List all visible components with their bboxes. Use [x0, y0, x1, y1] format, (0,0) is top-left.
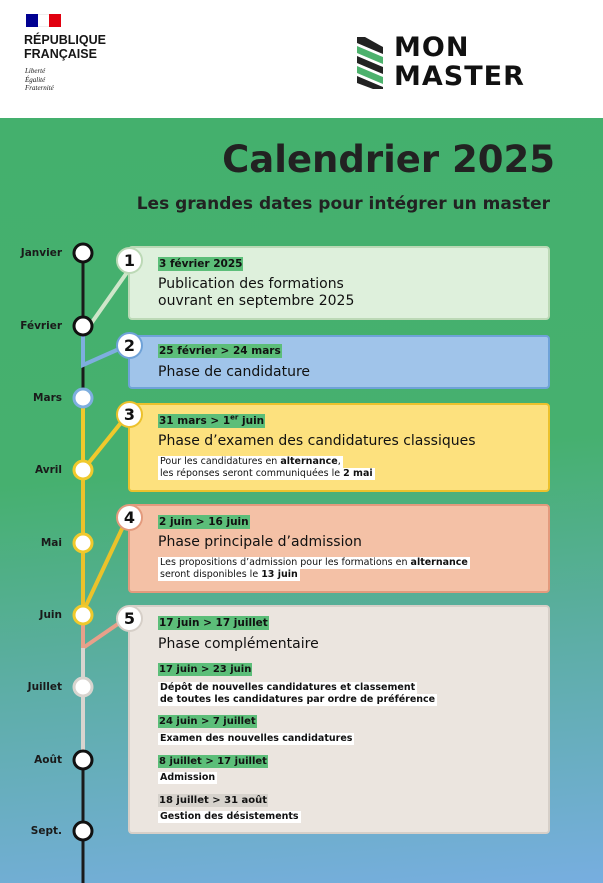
substep-3-line-1: Admission [160, 772, 216, 783]
step-4-note-line-2: seront disponibles le 13 juin [160, 569, 298, 580]
month-label-mars: Mars [33, 392, 62, 404]
substep-1-date: 17 juin > 23 juin [159, 664, 252, 675]
step-3-title: Phase d’examen des candidatures classiques [158, 433, 476, 449]
step-5-title: Phase complémentaire [158, 636, 319, 652]
republique-francaise-label: RÉPUBLIQUE FRANÇAISE [24, 33, 106, 61]
month-label-sept: Sept. [30, 825, 62, 837]
substep-1-line-1: Dépôt de nouvelles candidatures et classement [160, 682, 416, 693]
month-label-juillet: Juillet [27, 681, 62, 693]
substep-2-date: 24 juin > 7 juillet [159, 716, 256, 727]
substep-4-date: 18 juillet > 31 août [159, 795, 268, 806]
step-1-number: 1 [116, 247, 143, 274]
month-label-aout: Août [34, 754, 62, 766]
republique-motto: Liberté Égalité Fraternité [25, 67, 54, 92]
step-3-date: 31 mars > 1er juin [159, 413, 265, 427]
page-title: Calendrier 2025 [222, 138, 555, 181]
step-2-number: 2 [116, 332, 143, 359]
step-4-note-line-1: Les propositions d’admission pour les formations en alternance [160, 557, 468, 568]
page-subtitle: Les grandes dates pour intégrer un master [136, 194, 550, 214]
month-label-avril: Avril [35, 464, 62, 476]
month-label-mai: Mai [40, 537, 62, 549]
step-5-number: 5 [116, 605, 143, 632]
step-4-date: 2 juin > 16 juin [159, 516, 249, 528]
substep-1-line-2: de toutes les candidatures par ordre de préférence [160, 694, 436, 705]
step-4-number: 4 [116, 504, 143, 531]
step-4-title: Phase principale d’admission [158, 534, 362, 550]
step-1-title-line-1: Publication des formations [158, 276, 344, 292]
month-label-fevrier: Février [20, 320, 62, 332]
step-2-date: 25 février > 24 mars [159, 345, 281, 357]
steps-layer [0, 118, 603, 883]
substep-4-line-1: Gestion des désistements [160, 811, 299, 822]
month-label-juin: Juin [39, 609, 62, 621]
step-1-title-line-2: ouvrant en septembre 2025 [158, 293, 355, 309]
step-2-title: Phase de candidature [158, 364, 311, 380]
step-3-note-line-1: Pour les candidatures en alternance, [160, 456, 341, 467]
substep-2-line-1: Examen des nouvelles candidatures [160, 733, 353, 744]
step-3-note-line-2: les réponses seront communiquées le 2 mai [160, 468, 373, 479]
mon-master-brand: MON MASTER [394, 32, 525, 92]
substep-3-date: 8 juillet > 17 juillet [159, 756, 267, 767]
step-3-number: 3 [116, 401, 143, 428]
month-label-janvier: Janvier [20, 247, 62, 259]
step-5-date: 17 juin > 17 juillet [159, 617, 268, 629]
step-1-date: 3 février 2025 [159, 258, 243, 270]
